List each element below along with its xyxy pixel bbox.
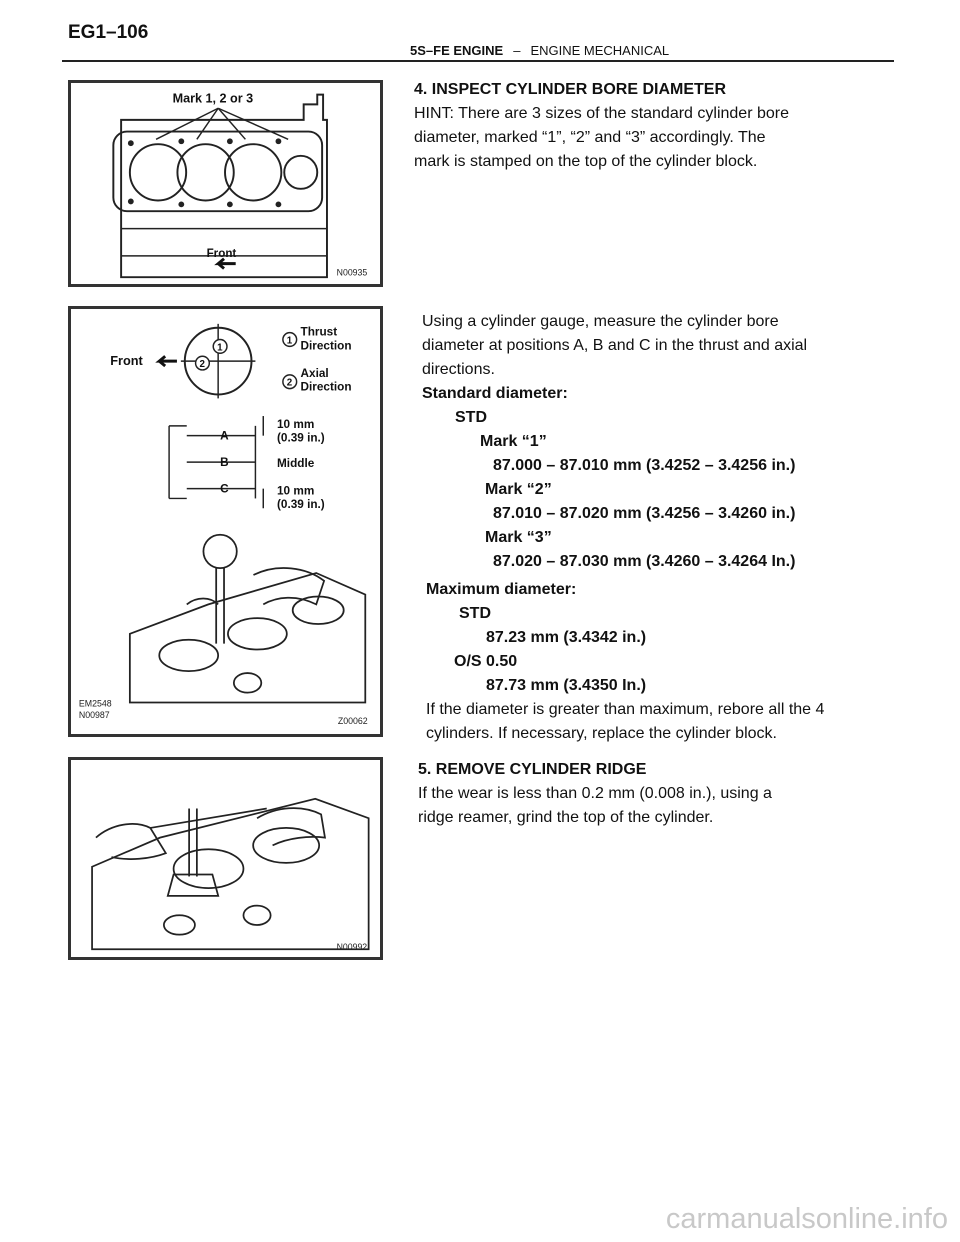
ridge-reamer-illustration — [71, 760, 380, 957]
mark-2-value: 87.010 – 87.020 mm (3.4256 – 3.4260 in.) — [493, 505, 796, 522]
thrust-legend-number: 1 — [286, 335, 293, 347]
standard-diameter-heading: Standard diameter: — [422, 385, 568, 402]
figure-cylinder-gauge — [68, 306, 383, 737]
mark-3-label: Mark “3” — [485, 529, 552, 546]
figure-code-left-1: EM2548 — [78, 698, 112, 709]
position-b: B — [220, 456, 229, 470]
running-header — [410, 43, 669, 58]
front-label: Front — [206, 246, 237, 260]
thrust-label-2: Direction — [300, 339, 352, 353]
figure-code: N00935 — [336, 267, 368, 278]
bottom-dimension-2: (0.39 in.) — [277, 498, 325, 512]
figure-ridge-reamer — [68, 757, 383, 960]
section-4 — [414, 78, 789, 174]
section-title: ENGINE MECHANICAL — [530, 43, 670, 58]
section-5 — [418, 758, 772, 830]
section-5-title: 5. REMOVE CYLINDER RIDGE — [418, 761, 647, 778]
figure-code-right: Z00062 — [337, 716, 368, 727]
figure-code: N00992 — [336, 942, 368, 953]
section-5-line-1: If the wear is less than 0.2 mm (0.008 in.), using a — [418, 785, 772, 802]
measurement-instructions — [422, 310, 807, 574]
mark-1-label: Mark “1” — [480, 433, 547, 450]
maximum-diameter-block — [426, 578, 824, 746]
cylinder-block-illustration — [71, 83, 380, 284]
cylinder-gauge-illustration — [71, 309, 380, 734]
hint-line-2: diameter, marked “1”, “2” and “3” accordingly. The — [414, 129, 766, 146]
top-dimension-1: 10 mm — [277, 417, 315, 431]
oversize-label: O/S 0.50 — [454, 653, 518, 670]
axial-number: 2 — [199, 359, 205, 370]
middle-label: Middle — [277, 457, 315, 471]
header-separator: – — [513, 43, 521, 58]
note-line-2: cylinders. If necessary, replace the cylinder block. — [426, 725, 777, 742]
position-c: C — [220, 482, 229, 496]
mark-callout-label: Mark 1, 2 or 3 — [172, 91, 254, 106]
intro-line-2: diameter at positions A, B and C in the thrust and axial — [422, 337, 808, 354]
maximum-diameter-heading: Maximum diameter: — [426, 581, 577, 598]
mark-3-value: 87.020 – 87.030 mm (3.4260 – 3.4264 In.) — [493, 553, 796, 570]
oversize-value: 87.73 mm (3.4350 In.) — [486, 677, 647, 694]
thrust-label-1: Thrust — [300, 325, 338, 339]
axial-label-2: Direction — [300, 380, 352, 394]
intro-line-3: directions. — [422, 361, 495, 378]
axial-legend-number: 2 — [286, 377, 293, 389]
top-dimension-2: (0.39 in.) — [277, 431, 325, 445]
intro-line-1: Using a cylinder gauge, measure the cylinder bore — [422, 313, 779, 330]
max-std-label: STD — [459, 605, 491, 622]
hint-line-1: HINT: There are 3 sizes of the standard cylinder bore — [414, 105, 789, 122]
page-number: EG1–106 — [68, 22, 149, 43]
bottom-dimension-1: 10 mm — [277, 484, 315, 498]
mark-1-value: 87.000 – 87.010 mm (3.4252 – 3.4256 in.) — [493, 457, 796, 474]
thrust-number: 1 — [217, 342, 223, 354]
note-line-1: If the diameter is greater than maximum, rebore all the 4 — [426, 701, 825, 718]
hint-line-3: mark is stamped on the top of the cylinder block. — [414, 153, 758, 170]
max-std-value: 87.23 mm (3.4342 in.) — [486, 629, 647, 646]
figure-cylinder-block-marks — [68, 80, 383, 287]
std-label: STD — [455, 409, 487, 426]
section-4-title: 4. INSPECT CYLINDER BORE DIAMETER — [414, 81, 727, 98]
front-label: Front — [110, 353, 143, 369]
mark-2-label: Mark “2” — [485, 481, 552, 498]
axial-label-1: Axial — [300, 366, 329, 380]
watermark: carmanualsonline.info — [665, 1203, 948, 1235]
header-rule — [62, 60, 894, 62]
position-a: A — [220, 429, 229, 443]
section-5-line-2: ridge reamer, grind the top of the cylinder. — [418, 809, 714, 826]
engine-title: 5S–FE ENGINE — [410, 43, 504, 58]
figure-code-left-2: N00987 — [78, 710, 110, 721]
